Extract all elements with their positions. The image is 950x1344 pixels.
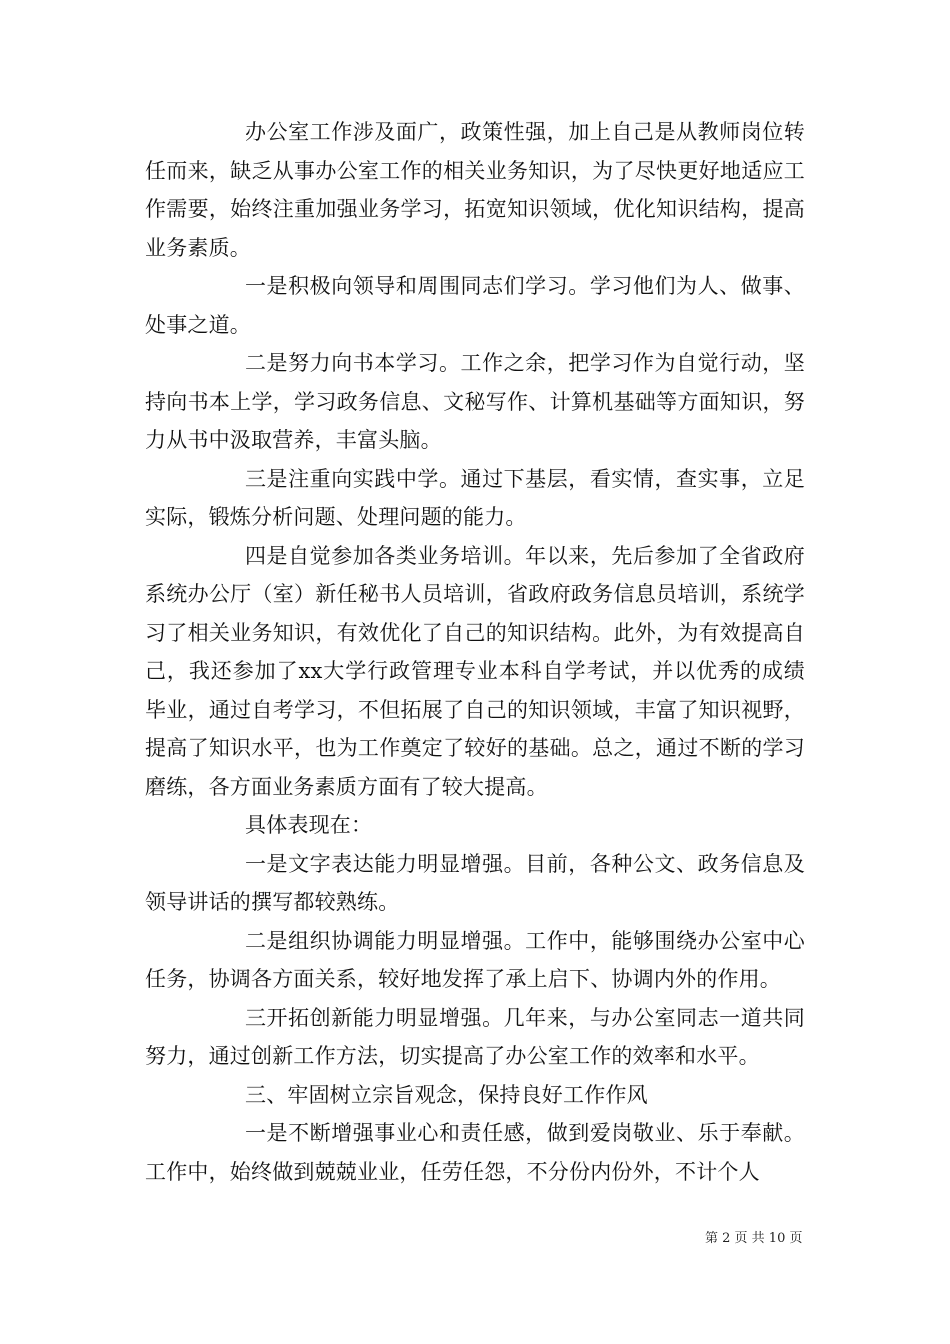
paragraph-learn-from-books: 二是努力向书本学习。工作之余，把学习作为自觉行动，坚持向书本上学，学习政务信息、文秘写作、计算机基础等方面知识，努力从书中汲取营养，丰富头脑。 [145,351,805,452]
section-heading-work-style: 三、牢固树立宗旨观念，保持良好工作作风 [245,1082,648,1107]
page-number-footer: 第 2 页 共 10 页 [705,1231,803,1246]
paragraph-innovation-ability: 三开拓创新能力明显增强。几年来，与办公室同志一道共同努力，通过创新工作方法，切实提高了办公室工作的效率和水平。 [145,1005,805,1068]
paragraph-dedication: 一是不断增强事业心和责任感，做到爱岗敬业、乐于奉献。工作中，始终做到兢兢业业，任劳任怨，不分份内份外，不计个人 [145,1121,805,1184]
paragraph-learn-from-leaders: 一是积极向领导和周围同志们学习。学习他们为人、做事、处事之道。 [145,274,805,337]
paragraph-specific-performance: 具体表现在： [245,813,373,837]
paragraph-writing-ability: 一是文字表达能力明显增强。目前，各种公文、政务信息及领导讲话的撰写都较熟练。 [145,851,805,914]
paragraph-learn-from-practice: 三是注重向实践中学。通过下基层，看实情，查实事，立足实际，锻炼分析问题、处理问题的能力。 [145,466,805,529]
paragraph-training: 四是自觉参加各类业务培训。年以来，先后参加了全省政府系统办公厅（室）新任秘书人员培训，省政府政务信息员培训，系统学习了相关业务知识，有效优化了自己的知识结构。此外，为有效提高自己，我还参加了xx大学行政管理专业本科自学考试，并以优秀的成绩毕业，通过自考学习，不但拓展了自己的知识领域，丰富了知识视野，提高了知识水平，也为工作奠定了较好的基础。总之，通过不断的学习磨练，各方面业务素质方面有了较大提高。 [145,543,805,799]
paragraph-study-intro: 办公室工作涉及面广，政策性强，加上自己是从教师岗位转任而来，缺乏从事办公室工作的相关业务知识，为了尽快更好地适应工作需要，始终注重加强业务学习，拓宽知识领域，优化知识结构，提高业务素质。 [145,120,805,260]
document-body [145,113,805,1191]
paragraph-coordination-ability: 二是组织协调能力明显增强。工作中，能够围绕办公室中心任务，协调各方面关系，较好地发挥了承上启下、协调内外的作用。 [145,928,805,991]
